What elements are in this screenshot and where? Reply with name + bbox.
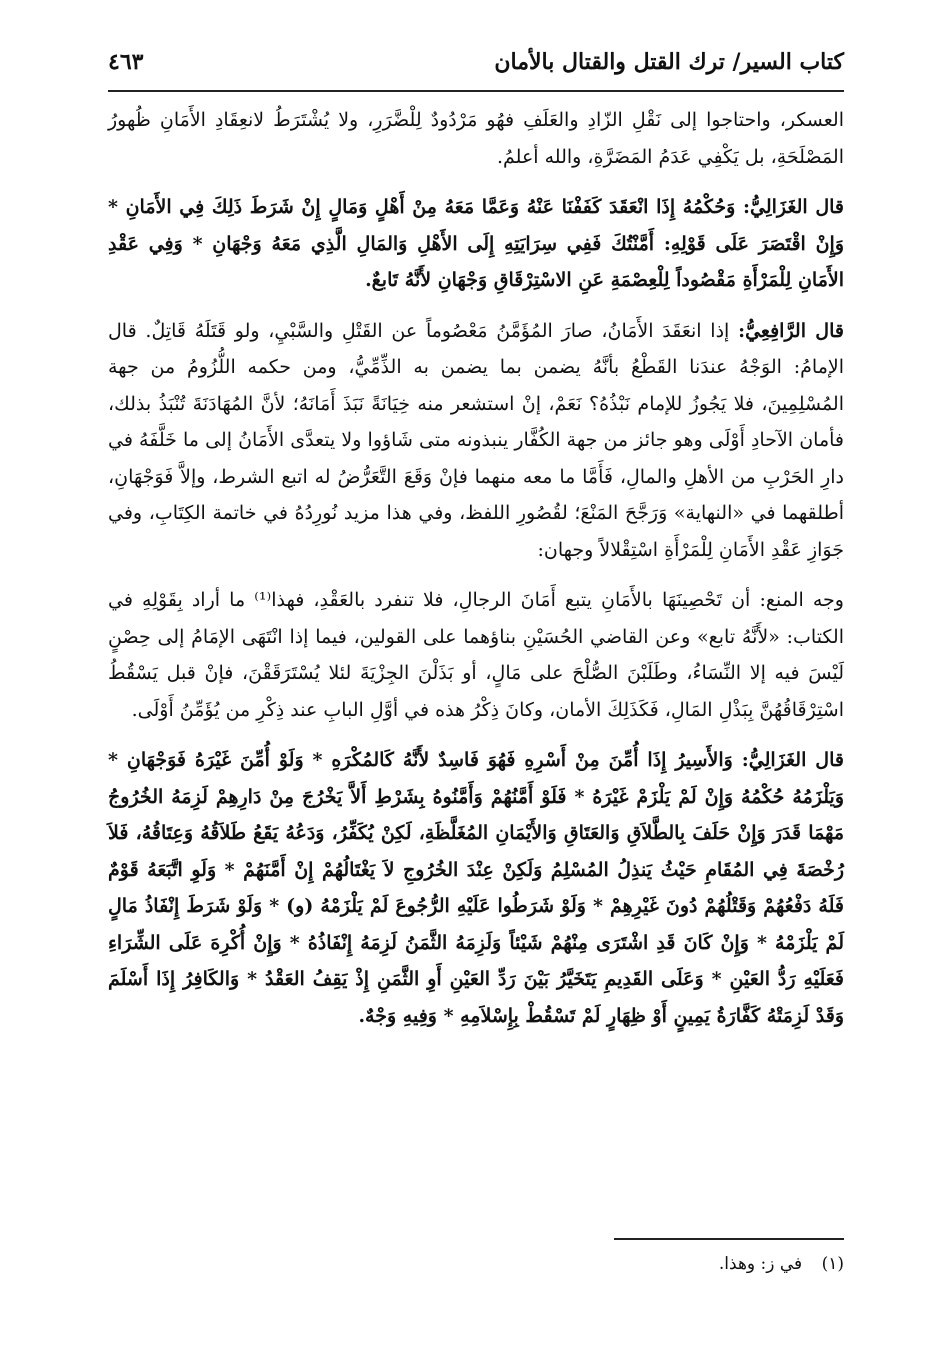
footnote-marker: (١): [821, 1254, 844, 1274]
paragraph-text: وَحُكْمُهُ إِذَا انْعَقَدَ كَفَفْنَا عَنْهُ وَعَمَّا مَعَهُ مِنْ أَهْلٍ وَمَالٍ إِنْ شَرَطَ ذَلِكَ فِي الأَمَانِ * وَإِنْ اقْتَصَرَ عَلَى قَوْلِهِ: أَمَّنْتُكَ فَفِي سِرَايَتِهِ إِلَى الأَهْلِ وَالمَالِ الَّذِي مَعَهُ وَجْهَانِ * وَفِي عَقْدِ الأَمَانِ لِلْمَرْأَةِ مَقْصُوداً لِلْعِصْمَةِ عَنِ الاسْتِرْقَاقِ وَجْهَانِ لأَنَّهُ تَابعٌ.: [108, 196, 845, 291]
main-text: [108, 102, 844, 1048]
paragraph-text: وَالأَسِيرُ إِذَا أُمِّنَ مِنْ أَسْرِهِ فَهُوَ فَاسِدٌ لأَنَّهُ كَالمُكْرَهِ * وَلَوْ أُمِّنَ غَيْرَهُ فَوَجْهَانِ * وَيَلْزَمُهُ حُكْمُهُ وَإِنْ لَمْ يَلْزَمْ غَيْرَهُ * فَلَوْ أَمَّنُهُمْ وَأَمَّنُوهُ بِشَرْطِ أَلاَّ يَخْرُجَ مِنْ دَارِهِمْ لَزِمَهُ الخُرُوجُ مَهْمَا قَدَرَ وَإِنْ حَلَفَ بِالطَّلاَقِ وَالعَتَاقِ وَالأَيْمَانِ المُغَلَّظَةِ، لَكِنْ يُكَفِّرُ، وَدَعُهُ يَقَعُ طَلاَقُهُ وَعِتَاقُهُ، فَلاَ رُخْصَةَ فِي المُقَامِ حَيْثُ يَنذِلُ المُسْلِمُ وَلَكِنْ عِنْدَ الخُرُوجِ لاَ يَغْتَالُهُمْ إِنْ أَمَّنَهُمْ * وَلَوِ اتَّبَعَهُ قَوْمٌ فَلَهُ دَفْعُهُمْ وَقَتْلُهُمْ دُونَ غَيْرِهِمْ * وَلَوْ شَرَطُوا عَلَيْهِ الرُّجُوعَ لَمْ يَلْزَمْهُ (و) * وَلَوْ شَرَطَ إِنْفَاذُ مَالٍ لَمْ يَلْزَمْهُ * وَإِنْ كَانَ قَدِ اشْتَرَى مِنْهُمْ شَيْئاً وَلَزِمَهُ الثَّمَنُ لَزِمَهُ إِنْفَاذُهُ * وَإِنْ أُكْرِهَ عَلَى الشِّرَاءِ فَعَلَيْهِ رَدُّ العَيْنِ * وَعَلَى القَدِيمِ يَتَخَيَّرُ بَيْنَ رَدِّ العَيْنِ أَوِ الثَّمَنِ إِذْ يَقِفُ العَقْدُ * وَالكَافِرُ إِذَا أَسْلَمَ وَقَدْ لَزِمَتْهُ كَفَّارَةُ يَمِينٍ أَوْ ظِهَارٍ لَمْ تَسْقُطْ بِإِسْلاَمِهِ * وَفِيهِ وَجْهٌ.: [108, 749, 844, 1027]
paragraph-prohibition-reason: [108, 582, 844, 728]
speaker-label: قال الغَزَالِيُّ:: [743, 196, 844, 218]
footnote-divider: [614, 1238, 844, 1240]
footnote: [108, 1250, 844, 1278]
speaker-label: قال الرَّافِعِيُّ:: [738, 319, 844, 342]
page-number: ٤٦٣: [108, 49, 144, 75]
running-title: كتاب السير/ ترك القتل والقتال بالأمان: [494, 49, 844, 75]
paragraph-continuation: [108, 102, 844, 175]
paragraph-text: العسكر، واحتاجوا إلى نَقْلِ الزّادِ والعَلَفِ فهُو مَرْدُودٌ لِلْضَّرَرِ، ولا يُشْتَرَطُ لانعِقَادِ الأَمَانِ ظُهورُ المَصْلَحَةِ، بل يَكْفِي عَدَمُ المَضَرَّةِ، والله أعلمُ.: [108, 109, 844, 168]
paragraph-text: إذا انعَقَدَ الأَمَانُ، صارَ المُؤَمَّنُ مَعْصُوماً عن القَتْلِ والسَّبْيِ، ولو قَتَلَهُ قَاتِلٌ. قال الإمامُ: الوَجْهُ عندَنا القَطْعُ بأنَّهُ يضمن بما يضمن به الذِّمِّيُّ، ومن حكمه اللُّزُومُ من جهة المُسْلِمِينَ، فلا يَجُوزُ للإمام نَبْذُهُ؟ نَعَمْ، إنْ استشعر منه خِيَانَةً نَبَذَ أَمَانَهُ؛ لأنَّ المُهَادَنَةَ تُنْبَذُ بذلك، فأمان الآحادِ أَوْلَى وهو جائز من جهة الكُفَّار ينبذونه متى شَاؤوا ولا يتعدَّى الأَمَانُ إلى ما خَلَّفَهُ في دارِ الحَرْبِ من الأهلِ والمالِ، فَأَمَّا ما معه منهما فإنْ وَقَعَ التَّعَرُّضُ له اتبع الشرط، وإلاَّ فَوَجْهَانِ، أطلقهما في «النهاية» وَرَجَّحَ المَنْعَ؛ لقُصُورِ اللفظ، وفي هذا مزيد نُورِدُهُ في خاتمة الكِتَابِ، وفي جَوَازِ عَقْدِ الأَمَانِ لِلْمَرْأَةِ اسْتِقْلالاً وجهان:: [108, 319, 844, 561]
footnote-text: في ز: وهذا.: [718, 1254, 803, 1274]
paragraph-rafii-commentary: [108, 313, 844, 569]
header-divider: [108, 90, 844, 92]
paragraph-text: وجه المنع: أن تَحْصِينَهَا بالأَمَانِ يتبع أَمَانَ الرجالِ، فلا تنفرد بالعَقْدِ، فهذا⁽¹⁾ ما أراد بِقَوْلِهِ في الكتاب: «لأَنَّهُ تابع» وعن القاضي الحُسَيْنِ بناؤهما على القولين، فيما إذا انْتَهَى الإمَامُ إلى حِصْنٍ لَيْسَ فيه إلا النِّسَاءُ، وطَلَبْنَ الصُّلْحَ على مَالٍ، أو بَذَلْنَ الجِزْيَةَ لئلا يُسْتَرَقَقْنَ، فإنْ قبل يَسْقُطُ اسْتِرْقَاقُهُنَّ بِبَذْلِ المَالِ، فَكَذَلِكَ الأمان، وكانَ ذِكْرُ هذه في أوَّلِ البابِ عند ذِكْرِ من يُؤَمِّنُ أَوْلَى.: [108, 589, 844, 721]
paragraph-ghazali-captive: [108, 742, 844, 1034]
speaker-label: قال الغَزَالِيُّ:: [741, 749, 844, 771]
paragraph-ghazali-matn: [108, 189, 844, 299]
page-header: [108, 38, 844, 86]
